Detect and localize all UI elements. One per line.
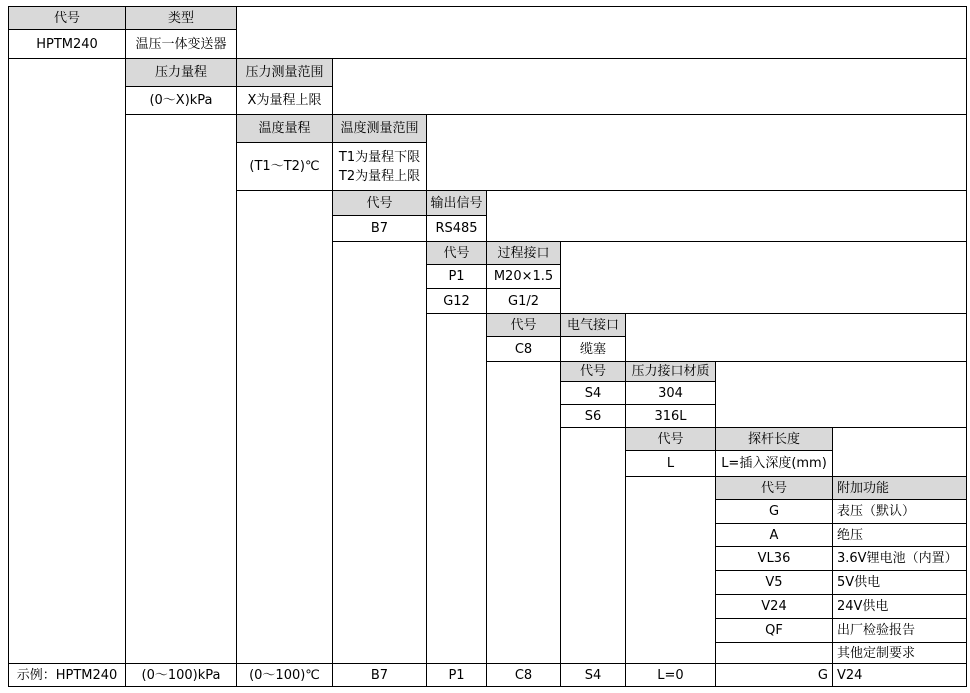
example-temperature: (0～100)℃: [236, 663, 333, 687]
extra-name: 3.6V锂电池（内置）: [832, 546, 967, 571]
pressure-range-value: (0～X)kPa: [125, 86, 237, 115]
material-name: 304: [625, 381, 716, 405]
extra-name: 5V供电: [832, 570, 967, 595]
type-header: 类型: [125, 6, 237, 30]
extra-code: QF: [715, 618, 833, 643]
example-electric: C8: [486, 663, 561, 687]
electric-name: 缆塞: [560, 336, 626, 362]
right-blank-1: [236, 6, 967, 59]
extra-code: VL36: [715, 546, 833, 571]
process-name: M20×1.5: [486, 264, 561, 289]
probe-name-header: 探杆长度: [715, 427, 833, 451]
temperature-range-value: (T1～T2)℃: [236, 142, 333, 191]
example-label: 示例：HPTM240: [8, 663, 126, 687]
output-code: B7: [332, 215, 427, 242]
extra-name: 出厂检验报告: [832, 618, 967, 643]
right-blank-6: [625, 313, 967, 362]
pressure-desc-header: 压力测量范围: [236, 58, 333, 87]
process-code: P1: [426, 264, 487, 289]
example-extra-name: V24: [832, 663, 967, 687]
column-blank-3: [236, 190, 333, 664]
column-blank-1: [8, 58, 126, 664]
code-header: 代号: [8, 6, 126, 30]
electric-name-header: 电气接口: [560, 313, 626, 337]
extra-code: V24: [715, 594, 833, 619]
material-code: S6: [560, 404, 626, 428]
extra-name: 其他定制要求: [832, 642, 967, 664]
extra-code: [715, 642, 833, 664]
process-code-header: 代号: [426, 241, 487, 265]
extra-code: A: [715, 523, 833, 547]
extra-code: V5: [715, 570, 833, 595]
extra-name: 表压（默认）: [832, 499, 967, 524]
example-output: B7: [332, 663, 427, 687]
electric-code-header: 代号: [486, 313, 561, 337]
probe-code-header: 代号: [625, 427, 716, 451]
example-probe: L=0: [625, 663, 716, 687]
right-blank-4: [486, 190, 967, 242]
extra-name-header: 附加功能: [832, 476, 967, 500]
output-code-header: 代号: [332, 190, 427, 216]
column-blank-2: [125, 114, 237, 664]
extra-name: 24V供电: [832, 594, 967, 619]
right-blank-2: [332, 58, 967, 115]
right-blank-8: [832, 427, 967, 477]
electric-code: C8: [486, 336, 561, 362]
model-code: HPTM240: [8, 29, 126, 59]
process-name: G1/2: [486, 288, 561, 314]
extra-name: 绝压: [832, 523, 967, 547]
example-material: S4: [560, 663, 626, 687]
material-code: S4: [560, 381, 626, 405]
extra-code-header: 代号: [715, 476, 833, 500]
temperature-range-header: 温度量程: [236, 114, 333, 143]
pressure-range-header: 压力量程: [125, 58, 237, 87]
output-name: RS485: [426, 215, 487, 242]
column-blank-5: [426, 313, 487, 664]
right-blank-7: [715, 361, 967, 428]
output-name-header: 输出信号: [426, 190, 487, 216]
material-name: 316L: [625, 404, 716, 428]
probe-code: L: [625, 450, 716, 477]
column-blank-4: [332, 241, 427, 664]
material-name-header: 压力接口材质: [625, 361, 716, 382]
process-code: G12: [426, 288, 487, 314]
column-blank-8: [625, 476, 716, 664]
right-blank-3: [426, 114, 967, 191]
material-code-header: 代号: [560, 361, 626, 382]
column-blank-6: [486, 361, 561, 664]
extra-code: G: [715, 499, 833, 524]
example-pressure: (0～100)kPa: [125, 663, 237, 687]
temperature-desc-header: 温度测量范围: [332, 114, 427, 143]
example-process: P1: [426, 663, 487, 687]
temperature-range-desc: T1为量程下限 T2为量程上限: [332, 142, 427, 191]
probe-name: L=插入深度(mm): [715, 450, 833, 477]
model-type: 温压一体变送器: [125, 29, 237, 59]
right-blank-5: [560, 241, 967, 314]
process-name-header: 过程接口: [486, 241, 561, 265]
column-blank-7: [560, 427, 626, 664]
pressure-range-desc: X为量程上限: [236, 86, 333, 115]
example-extra-code: G: [715, 663, 833, 687]
